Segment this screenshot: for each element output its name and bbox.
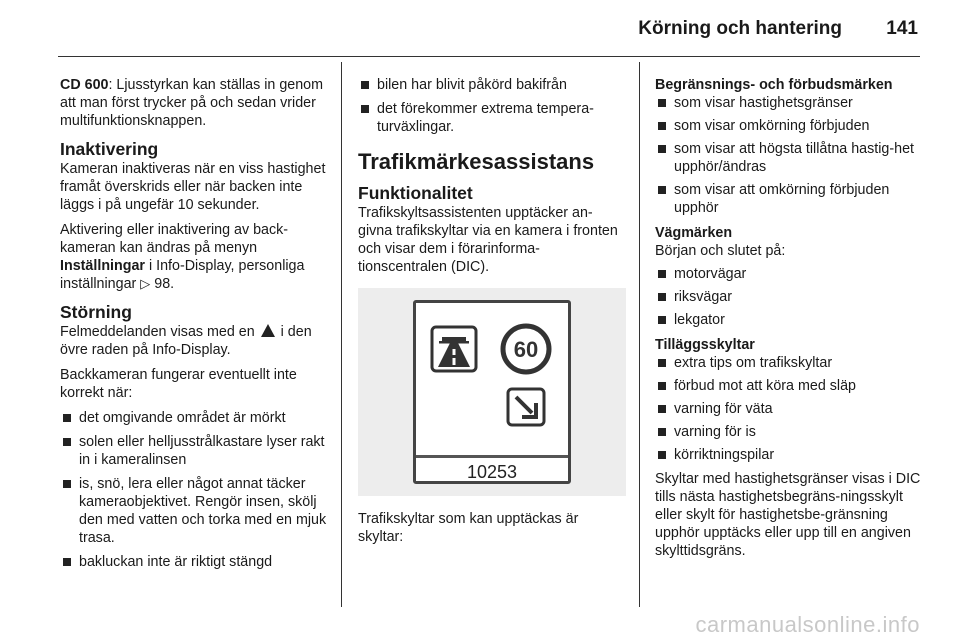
vagmarken-text: Början och slutet på: — [655, 243, 786, 259]
column-2 — [358, 76, 626, 553]
cd600-label: CD 600 — [60, 77, 109, 93]
column-divider-2 — [639, 62, 640, 607]
storning-post: i den övre raden på Info-Display. — [60, 324, 312, 358]
aktivering-text: Aktivering eller inaktivering av back-kameran kan ändras på menyn — [60, 222, 289, 256]
list-item: som visar hastighetsgränser — [655, 94, 923, 112]
dic-illustration — [358, 288, 626, 496]
warning-triangle-icon — [261, 324, 275, 337]
list-item: som visar att omkörning förbjuden upphör — [655, 181, 923, 217]
inaktivering-heading: Inaktivering — [60, 139, 159, 159]
cd600-paragraph — [60, 76, 328, 130]
list-item: som visar att högsta tillåtna hastig-het upphör/ändras — [655, 140, 923, 176]
begransning-heading: Begränsnings- och förbudsmärken — [655, 77, 893, 93]
motorway-sign-icon — [430, 325, 478, 373]
list-item: bakluckan inte är riktigt stängd — [60, 553, 328, 571]
page-number: 141 — [886, 18, 918, 39]
vagmarken-heading: Vägmärken — [655, 225, 733, 241]
storning-pre: Felmeddelanden visas med en — [60, 324, 259, 340]
column-1 — [60, 76, 328, 577]
odometer-value: 10253 — [466, 462, 518, 482]
list-item: som visar omkörning förbjuden — [655, 117, 923, 135]
aktivering-ref-page: 98. — [154, 276, 175, 292]
cd600-text: : Ljusstyrkan kan ställas in genom att man först trycker på och sedan vrider multifunktionsknappen. — [60, 77, 324, 129]
storning-paragraph — [60, 323, 328, 359]
speed-limit-value: 60 — [513, 337, 539, 362]
column-3 — [655, 76, 923, 567]
list-item: riksvägar — [655, 288, 923, 306]
fungerar-text: Backkameran fungerar eventuellt inte korrekt när: — [60, 367, 297, 401]
header-rule — [58, 56, 920, 57]
list-item: det förekommer extrema tempera-turväxlingar. — [358, 100, 626, 136]
inaktivering-text: Kameran inaktiveras när en viss hastighet framåt överskrids eller när backen inte läggs i på ungefär 10 sekunder. — [60, 161, 326, 213]
list-item: förbud mot att köra med släp — [655, 377, 923, 395]
dic-display — [413, 300, 571, 484]
funktionalitet-text: Trafikskyltsassistenten upptäcker an-givna trafikskyltar via en kamera i fronten och visar dem i förarinforma-tionscentralen (DIC). — [358, 205, 618, 275]
list-item: körriktningspilar — [655, 446, 923, 464]
figure-caption: Trafikskyltar som kan upptäckas är skyltar: — [358, 511, 579, 545]
funktionalitet-heading: Funktionalitet — [358, 183, 473, 203]
aktivering-paragraph — [60, 221, 328, 293]
installningar-menu-label: Inställningar — [60, 258, 145, 274]
list-item: bilen har blivit påkörd bakifrån — [358, 76, 626, 94]
vagmarken-list — [655, 265, 923, 329]
list-item: extra tips om trafikskyltar — [655, 354, 923, 372]
dic-separator — [416, 455, 568, 458]
list-item: solen eller helljusstrålkastare lyser rakt in i kameralinsen — [60, 433, 328, 469]
storning-heading: Störning — [60, 302, 132, 322]
list-item: varning för väta — [655, 400, 923, 418]
list-item: is, snö, lera eller något annat täcker kameraobjektivet. Rengör insen, skölj den med vatten och torka med en mjuk trasa. — [60, 475, 328, 547]
aktivering-rest: i Info-Display, personliga inställningar — [60, 258, 305, 292]
direction-arrow-sign-icon — [506, 387, 546, 427]
column-divider-1 — [341, 62, 342, 607]
begransning-list — [655, 94, 923, 217]
list-item: varning för is — [655, 423, 923, 441]
page-reference-arrow-icon: ▷ — [140, 276, 151, 291]
list-item: det omgivande området är mörkt — [60, 409, 328, 427]
tillaggsskyltar-heading: Tilläggsskyltar — [655, 337, 755, 353]
list-item: lekgator — [655, 311, 923, 329]
speed-limit-sign-icon — [500, 323, 552, 375]
final-paragraph: Skyltar med hastighetsgränser visas i DIC tills nästa hastighetsbegräns-ningsskylt eller skylt för hastighetsbe-gränsning upphör upptäcks eller upp till en angiven skylttidsgräns. — [655, 471, 921, 559]
fault-conditions-list-continued — [358, 76, 626, 136]
section-heading: Trafikmärkesassistans — [358, 149, 595, 174]
watermark: carmanualsonline.info — [695, 612, 920, 637]
running-header-title: Körning och hantering — [638, 18, 842, 39]
page-header — [0, 0, 960, 52]
list-item: motorvägar — [655, 265, 923, 283]
fault-conditions-list — [60, 409, 328, 571]
tillaggsskyltar-list — [655, 354, 923, 464]
